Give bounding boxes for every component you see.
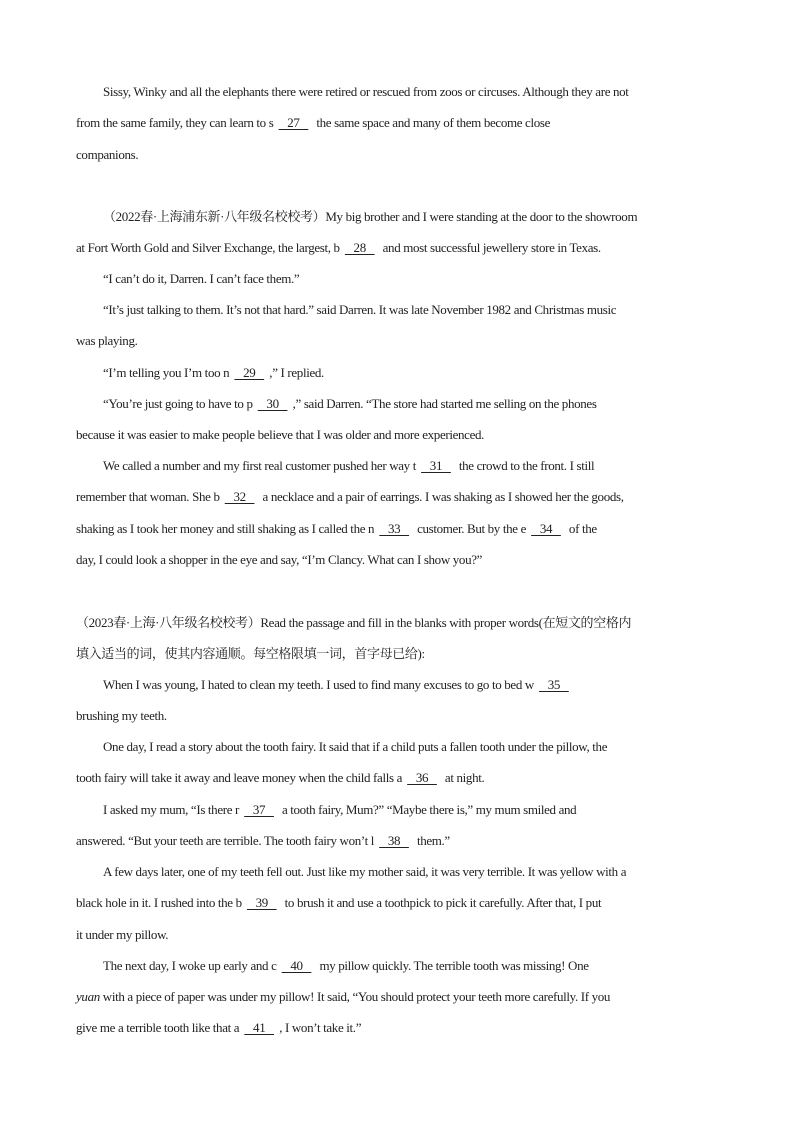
text-line: black hole in it. I rushed into the b 39 to brush it and use a toothpick to pick it carefully. After that, I put bbox=[76, 895, 602, 910]
text-line: 填入适当的词，使其内容通顺。每空格限填一词，首字母已给): bbox=[76, 646, 425, 661]
source-label: （2022春·上海浦东新·八年级名校校考） bbox=[103, 209, 326, 224]
text-line: at Fort Worth Gold and Silver Exchange, the largest, b 28 and most successful jewellery store in Texas. bbox=[76, 240, 601, 255]
text-line: The next day, I woke up early and c 40 my pillow quickly. The terrible tooth was missing! One bbox=[103, 958, 589, 973]
blank-35[interactable]: 35 bbox=[539, 677, 569, 692]
text-line: （2022春·上海浦东新·八年级名校校考）My big brother and I were standing at the door to the showroom bbox=[103, 209, 638, 224]
text-line: Sissy, Winky and all the elephants there were retired or rescued from zoos or circuses. Although they are not bbox=[103, 84, 629, 99]
text-line: （2023春·上海·八年级名校校考）Read the passage and fill in the blanks with proper words(在短文的空格内 bbox=[76, 615, 632, 630]
text-line: was playing. bbox=[76, 333, 138, 348]
text-line: I asked my mum, “Is there r 37 a tooth fairy, Mum?” “Maybe there is,” my mum smiled and bbox=[103, 802, 577, 817]
text-line: brushing my teeth. bbox=[76, 708, 167, 723]
blank-34[interactable]: 34 bbox=[531, 521, 561, 536]
blank-36[interactable]: 36 bbox=[407, 770, 437, 785]
blank-29[interactable]: 29 bbox=[234, 365, 265, 380]
blank-27[interactable]: 27 bbox=[278, 115, 309, 130]
text-line: it under my pillow. bbox=[76, 927, 169, 942]
italic-word: yuan bbox=[76, 989, 100, 1004]
text-line: yuan with a piece of paper was under my pillow! It said, “You should protect your teeth more carefully. If you bbox=[76, 989, 611, 1004]
text-line: One day, I read a story about the tooth fairy. It said that if a child puts a fallen tooth under the pillow, the bbox=[103, 739, 608, 754]
text-line: tooth fairy will take it away and leave money when the child falls a 36 at night. bbox=[76, 770, 485, 785]
blank-39[interactable]: 39 bbox=[246, 895, 277, 910]
text-line: day, I could look a shopper in the eye and say, “I’m Clancy. What can I show you?” bbox=[76, 552, 483, 567]
text-line: because it was easier to make people believe that I was older and more experienced. bbox=[76, 427, 485, 442]
blank-32[interactable]: 32 bbox=[224, 489, 255, 504]
source-label: （2023春·上海·八年级名校校考） bbox=[76, 615, 261, 630]
text-line: “You’re just going to have to p 30 ,” said Darren. “The store had started me selling on the phones bbox=[103, 396, 597, 411]
text-line: “I can’t do it, Darren. I can’t face them.” bbox=[103, 271, 300, 286]
blank-33[interactable]: 33 bbox=[379, 521, 410, 536]
blank-31[interactable]: 31 bbox=[421, 458, 451, 473]
text-line: from the same family, they can learn to s 27 the same space and many of them become close bbox=[76, 115, 551, 130]
text-line: shaking as I took her money and still shaking as I called the n 33 customer. But by the e 34 of the bbox=[76, 521, 597, 536]
blank-37[interactable]: 37 bbox=[244, 802, 274, 817]
text-line: We called a number and my first real customer pushed her way t 31 the crowd to the front. I still bbox=[103, 458, 595, 473]
blank-28[interactable]: 28 bbox=[344, 240, 375, 255]
text-line: “It’s just talking to them. It’s not that hard.” said Darren. It was late November 1982 and Christmas music bbox=[103, 302, 617, 317]
blank-40[interactable]: 40 bbox=[281, 958, 312, 973]
text-line: “I’m telling you I’m too n 29 ,” I replied. bbox=[103, 365, 324, 380]
text-line: companions. bbox=[76, 147, 139, 162]
blank-41[interactable]: 41 bbox=[244, 1020, 275, 1035]
blank-30[interactable]: 30 bbox=[257, 396, 288, 411]
text-line: remember that woman. She b 32 a necklace and a pair of earrings. I was shaking as I showed her the goods, bbox=[76, 489, 624, 504]
text-line: When I was young, I hated to clean my teeth. I used to find many excuses to go to bed w 35 bbox=[103, 677, 718, 693]
text-line: answered. “But your teeth are terrible. The tooth fairy won’t l 38 them.” bbox=[76, 833, 450, 848]
blank-38[interactable]: 38 bbox=[379, 833, 409, 848]
text-line: A few days later, one of my teeth fell out. Just like my mother said, it was very terrible. It was yellow with a bbox=[103, 864, 627, 879]
text-line: give me a terrible tooth like that a 41 , I won’t take it.” bbox=[76, 1020, 362, 1035]
